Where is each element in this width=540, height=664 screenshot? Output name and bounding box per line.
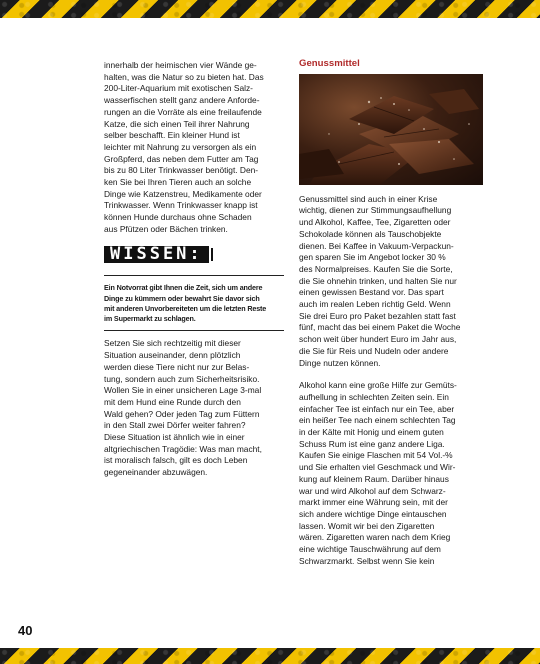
wissen-colon: : — [189, 243, 203, 264]
section-title: Genussmittel — [299, 58, 360, 69]
intro-paragraph: innerhalb der heimischen vier Wände ge- halten, was die Natur so zu bieten hat. Das 200-Liter-Aquarium mit exotischen Salz- wasserfischen stellt ganz andere Anforde- rungen an die Vorräte als eine freilaufende Katze, die sich einen Teil ihrer Nahrung selber beschafft. Ein kleiner Hund ist leichter mit Nahrung zu versorgen als ein Großpferd, das neben dem Futter am Tag bis zu 80 Liter Trinkwasser benötigt. Den- ken Sie bei Ihren Tieren auch an solche Dinge wie Katzenstreu, Medikamente oder Trinkwasser. Wenn Trinkwasser knapp ist können Hunde durchaus ohne Schaden aus Pfützen oder Bächen trinken. — [104, 60, 264, 234]
wissen-note: Ein Notvorrat gibt Ihnen die Zeit, sich um andere Dinge zu kümmern oder bewahrt Sie davor sich mit anderen Unvorbereiteten um die letzten Reste im Supermarkt zu schlagen. — [104, 283, 267, 324]
right-column — [299, 58, 483, 568]
genussmittel-paragraph-1: Genussmittel sind auch in einer Krise wichtig, dienen zur Stimmungsaufhellung und Alkohol, Kaffee, Tee, Zigaretten oder Schokolade können als Tauschobjekte dienen. Bei Kaffee in Vakuum-Verpackun- gen sparen Sie im Angebot locker 30 % des Normalpreises. Kaufen Sie die Sorte, die Sie ohnehin trinken, und halten Sie nur einen gewissen Bestand vor. Das spart auch im realen Leben richtig Geld. Wenn Sie drei Euro pro Paket bezahlen statt fast fünf, macht das bei einem Paket die Woche schon weit über hundert Euro im Jahr aus, die Sie für Reis und Nudeln oder andere Dinge nutzen können. — [299, 193, 461, 368]
left-column — [104, 60, 284, 479]
hazard-stripe-bottom — [0, 648, 540, 664]
wissen-label-box — [104, 243, 209, 264]
wissen-label: WISSEN — [110, 243, 190, 264]
body-paragraph: Setzen Sie sich rechtzeitig mit dieser Situation auseinander, denn plötzlich werden diese Tiere nicht nur zur Belas- tung, sondern auch zum Sicherheitsrisiko. Wollen Sie in einer unsicheren Lage 3-mal mit dem Hund eine Runde durch den Wald gehen? Oder jeden Tag zum Füttern in den Stall zwei Dörfer weiter fahren? Diese Situation ist ähnlich wie in einer altgriechischen Tragödie: Was man macht, ist moralisch falsch, gilt es doch Leben gegeneinander abzuwägen. — [104, 338, 262, 478]
page-number: 40 — [18, 623, 33, 638]
chocolate-photo — [299, 74, 483, 185]
divider-bottom — [104, 330, 284, 331]
chocolate-illustration — [299, 74, 483, 185]
hazard-stripe-top — [0, 0, 540, 18]
divider-top — [104, 275, 284, 276]
genussmittel-paragraph-2: Alkohol kann eine große Hilfe zur Gemüts- aufhellung in schlechten Zeiten sein. Ein einfacher Tee ist einfach nur ein Tee, aber ein heißer Tee nach einem schlechten Tag in der Kälte mit Honig und einem guten Schuss Rum ist eine ganz andere Liga. Kaufen Sie einige Flaschen mit 54 Vol.-% und Sie erhalten viel Geschmack und Wir- kung auf kleinem Raum. Darüber hinaus war und wird Alkohol auf dem Schwarz- markt immer eine Währung sein, mit der sich andere wichtige Dinge eintauschen lassen. Womit wir bei den Zigaretten wären. Zigaretten waren nach dem Krieg eine wichtige Tauschwährung auf dem Schwarzmarkt. Selbst wenn Sie kein — [299, 380, 457, 566]
